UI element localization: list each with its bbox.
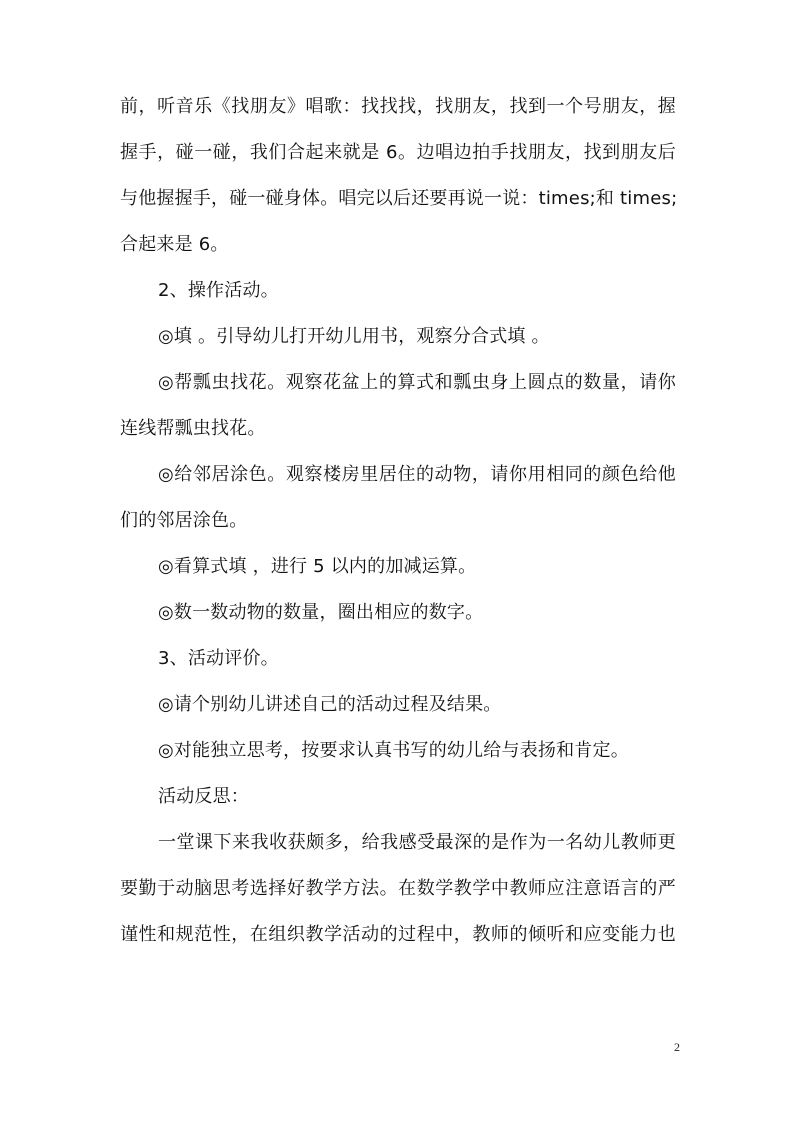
paragraph-line: 谨性和规范性，在组织教学活动的过程中，教师的倾听和应变能力也 bbox=[120, 924, 676, 945]
section-heading: 3、活动评价。 bbox=[158, 648, 279, 669]
list-item: ◎给邻居涂色。观察楼房里居住的动物，请你用相同的颜色给他 bbox=[158, 464, 676, 485]
paragraph-line: 连线帮瓢虫找花。 bbox=[120, 418, 266, 439]
page-number: 2 bbox=[674, 1040, 680, 1054]
paragraph-line: 前，听音乐《找朋友》唱歌：找找找，找朋友，找到一个号朋友，握 bbox=[120, 96, 676, 117]
list-item: ◎填 。引导幼儿打开幼儿用书，观察分合式填 。 bbox=[158, 326, 550, 347]
paragraph-line: 一堂课下来我收获颇多，给我感受最深的是作为一名幼儿教师更 bbox=[158, 832, 676, 853]
section-heading: 活动反思： bbox=[158, 786, 249, 807]
paragraph-line: 握手，碰一碰，我们合起来就是 6。边唱边拍手找朋友，找到朋友后 bbox=[120, 142, 676, 163]
section-heading: 2、操作活动。 bbox=[158, 280, 279, 301]
paragraph-line: 合起来是 6。 bbox=[120, 234, 229, 255]
list-item: ◎数一数动物的数量，圈出相应的数字。 bbox=[158, 602, 484, 623]
list-item: ◎对能独立思考，按要求认真书写的幼儿给与表扬和肯定。 bbox=[158, 740, 629, 761]
list-item: ◎帮瓢虫找花。观察花盆上的算式和瓢虫身上圆点的数量，请你 bbox=[158, 372, 676, 393]
paragraph-line: 要勤于动脑思考选择好教学方法。在数学教学中教师应注意语言的严 bbox=[120, 878, 676, 899]
paragraph-line: 们的邻居涂色。 bbox=[120, 510, 248, 531]
list-item: ◎看算式填 ，进行 5 以内的加减运算。 bbox=[158, 556, 477, 577]
list-item: ◎请个别幼儿讲述自己的活动过程及结果。 bbox=[158, 694, 502, 715]
paragraph-line: 与他握握手，碰一碰身体。唱完以后还要再说一说：times;和 times; bbox=[120, 188, 678, 209]
